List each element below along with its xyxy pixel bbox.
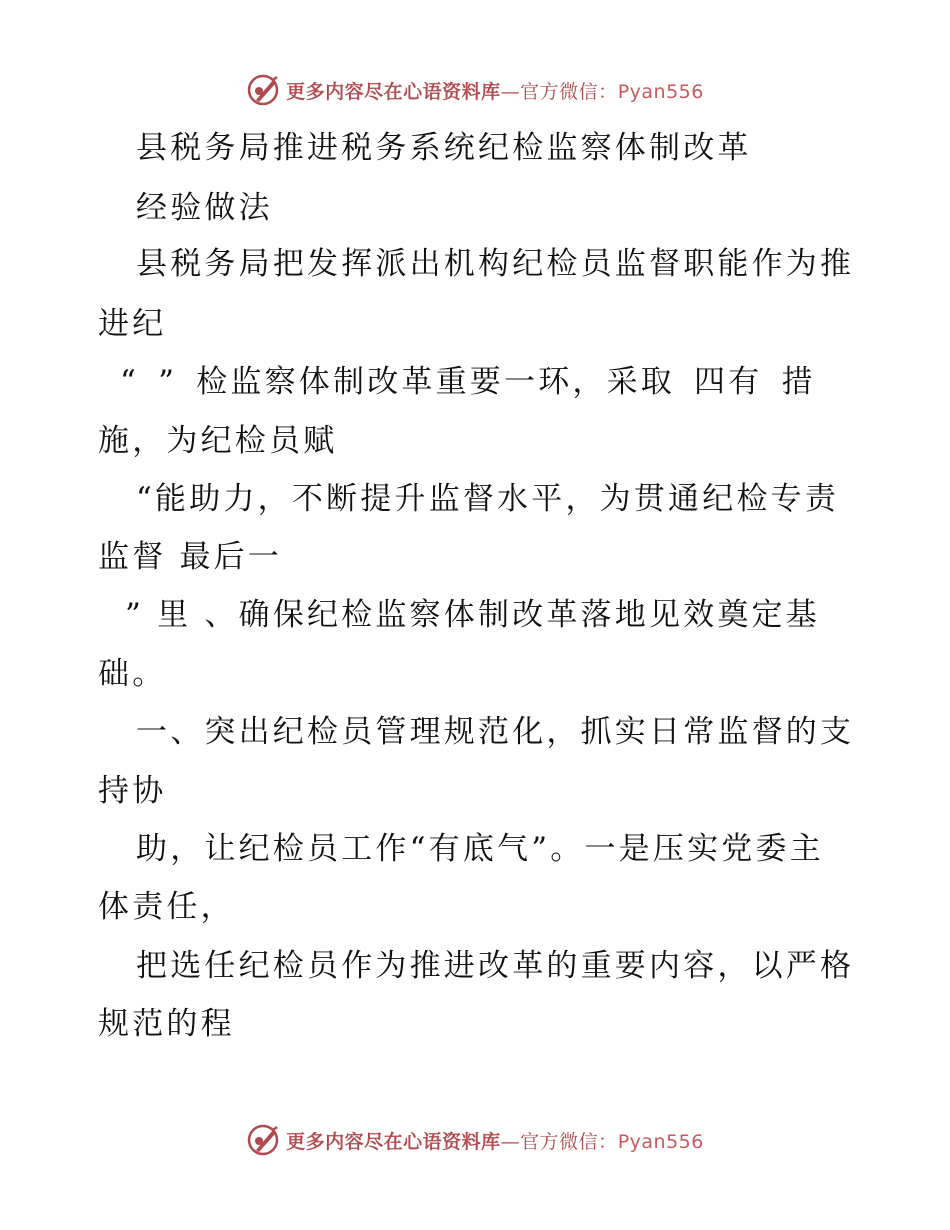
body-line: 施，为纪检员赋 [98,423,338,459]
pen-logo-icon [246,73,280,107]
banner-wechat-id: Pyan556 [617,1130,704,1153]
title-line-2: 经验做法 [136,190,273,226]
bottom-banner [0,1120,950,1160]
body-line: 助，让纪检员工作“有底气”。一是压实党委主 [136,831,824,867]
body-line: 持协 [98,773,167,809]
banner-dash: — [500,80,521,103]
body-line: 体责任， [98,889,235,925]
title-line-1: 县税务局推进税务系统纪检监察体制改革 [136,130,752,166]
body-line: “ ” 检监察体制改革重要一环，采取 四有 措 [120,364,816,400]
top-banner [0,70,950,110]
banner-main-text: 更多内容尽在心语资料库 [286,1130,501,1153]
banner-wechat-label: 官方微信： [520,80,618,103]
body-line: 础。 [98,656,167,692]
body-line: 县税务局把发挥派出机构纪检员监督职能作为推 [136,246,855,282]
banner-text [286,77,704,104]
body-line: 监督 最后一 [98,539,283,575]
body-line: “能助力，不断提升监督水平，为贯通纪检专责 [136,481,840,517]
banner-main-text: 更多内容尽在心语资料库 [286,80,501,103]
body-line: ” 里 、确保纪检监察体制改革落地见效奠定基 [125,597,820,633]
body-line: 一、突出纪检员管理规范化，抓实日常监督的支 [136,714,855,750]
pen-logo-icon [246,1123,280,1157]
banner-wechat-label: 官方微信： [520,1130,618,1153]
body-line: 进纪 [98,306,167,342]
banner-dash: — [500,1130,521,1153]
banner-wechat-id: Pyan556 [617,80,704,103]
banner-text [286,1127,704,1154]
body-line: 规范的程 [98,1006,235,1042]
body-line: 把选任纪检员作为推进改革的重要内容，以严格 [136,948,855,984]
